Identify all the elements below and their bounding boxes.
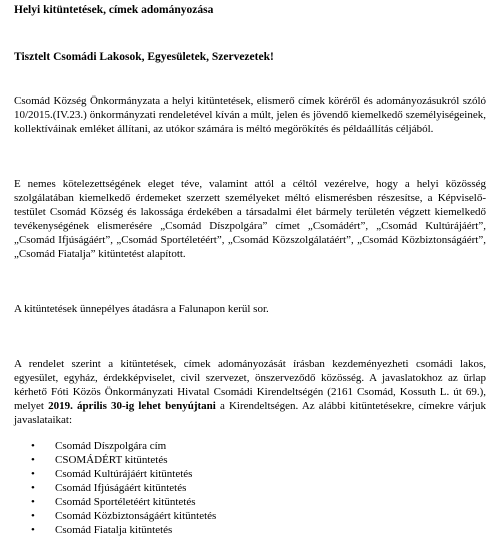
document-heading: Helyi kitüntetések, címek adományozása [14, 4, 214, 16]
award-label: CSOMÁDÉRT kitüntetés [55, 454, 168, 466]
bullet-icon: • [31, 468, 35, 480]
award-label: Csomád Sportéletéért kitüntetés [55, 496, 196, 508]
award-label: Csomád Díszpolgára cím [55, 440, 167, 452]
list-item [31, 453, 486, 467]
list-item [31, 495, 486, 509]
nomination-text-before: A rendelet szerint a kitüntetések, címek adományozását írásban kezdeményezheti csomádi lakos, egyesület, egyház, érdekképviselet, civil szervezet, önszerveződő közösség. A javaslatokhoz az űrlap kérhető Fóti Közös Önkormányzati Hivatal Csomádi Kirendeltségén (2161 Csomád, Kossuth L. út 69.), melyet [14, 358, 486, 412]
bullet-icon: • [31, 510, 35, 522]
document-page [14, 3, 486, 537]
award-label: Csomád Fiatalja kitüntetés [55, 524, 173, 536]
award-label: Csomád Ifjúságáért kitüntetés [55, 482, 187, 494]
list-item [31, 523, 486, 537]
award-label: Csomád Kultúrájáért kitüntetés [55, 468, 193, 480]
bullet-icon: • [31, 482, 35, 494]
paragraph-awards-founded: E nemes kötelezettségének eleget téve, valamint attól a céltól vezérelve, hogy a helyi közösség szolgálatában kiemelkedő érdemeket szerzett személyeket méltó elismerésben részesítse, a Képviselő-testület Csomád Község és lakossága érdekében a társadalmi élet bármely területén végzett kiemelkedő tevékenységének elismerésére „Csomád Díszpolgára” címet „Csomádért”, „Csomád Kultúrájáért”, „Csomád Ifjúságáért”, „Csomád Sportéletéért”, „Csomád Közszolgálatáért”, „Csomád Közbiztonságáért”, „Csomád Fiatalja” kitüntetést alapított. [14, 178, 486, 260]
list-item [31, 481, 486, 495]
bullet-icon: • [31, 524, 35, 536]
nomination-deadline: 2019. április 30-ig lehet benyújtani [48, 400, 216, 412]
paragraph-intro: Csomád Község Önkormányzata a helyi kitüntetések, elismerő címek köréről és adományozásukról szóló 10/2015.(IV.23.) önkormányzati rendeletével kíván a múlt, jelen és jövendő kiemelkedő személyiségeinek, kollektíváinak emléket állítani, az utókor számára is méltó megörökítés és példaállítás céljából. [14, 95, 486, 135]
bullet-icon: • [31, 440, 35, 452]
salutation: Tisztelt Csomádi Lakosok, Egyesületek, Szervezetek! [14, 51, 274, 63]
paragraph-nomination [14, 357, 486, 427]
bullet-icon: • [31, 454, 35, 466]
bullet-icon: • [31, 496, 35, 508]
paragraph-ceremony: A kitüntetések ünnepélyes átadásra a Falunapon kerül sor. [14, 303, 269, 315]
list-item [31, 439, 486, 453]
list-item [31, 509, 486, 523]
list-item [31, 467, 486, 481]
awards-list [14, 439, 486, 537]
award-label: Csomád Közbiztonságáért kitüntetés [55, 510, 217, 522]
nomination-text-after: a Kirendeltségen. Az alábbi kitüntetésekre, címekre várjuk javaslataikat: [14, 400, 486, 426]
